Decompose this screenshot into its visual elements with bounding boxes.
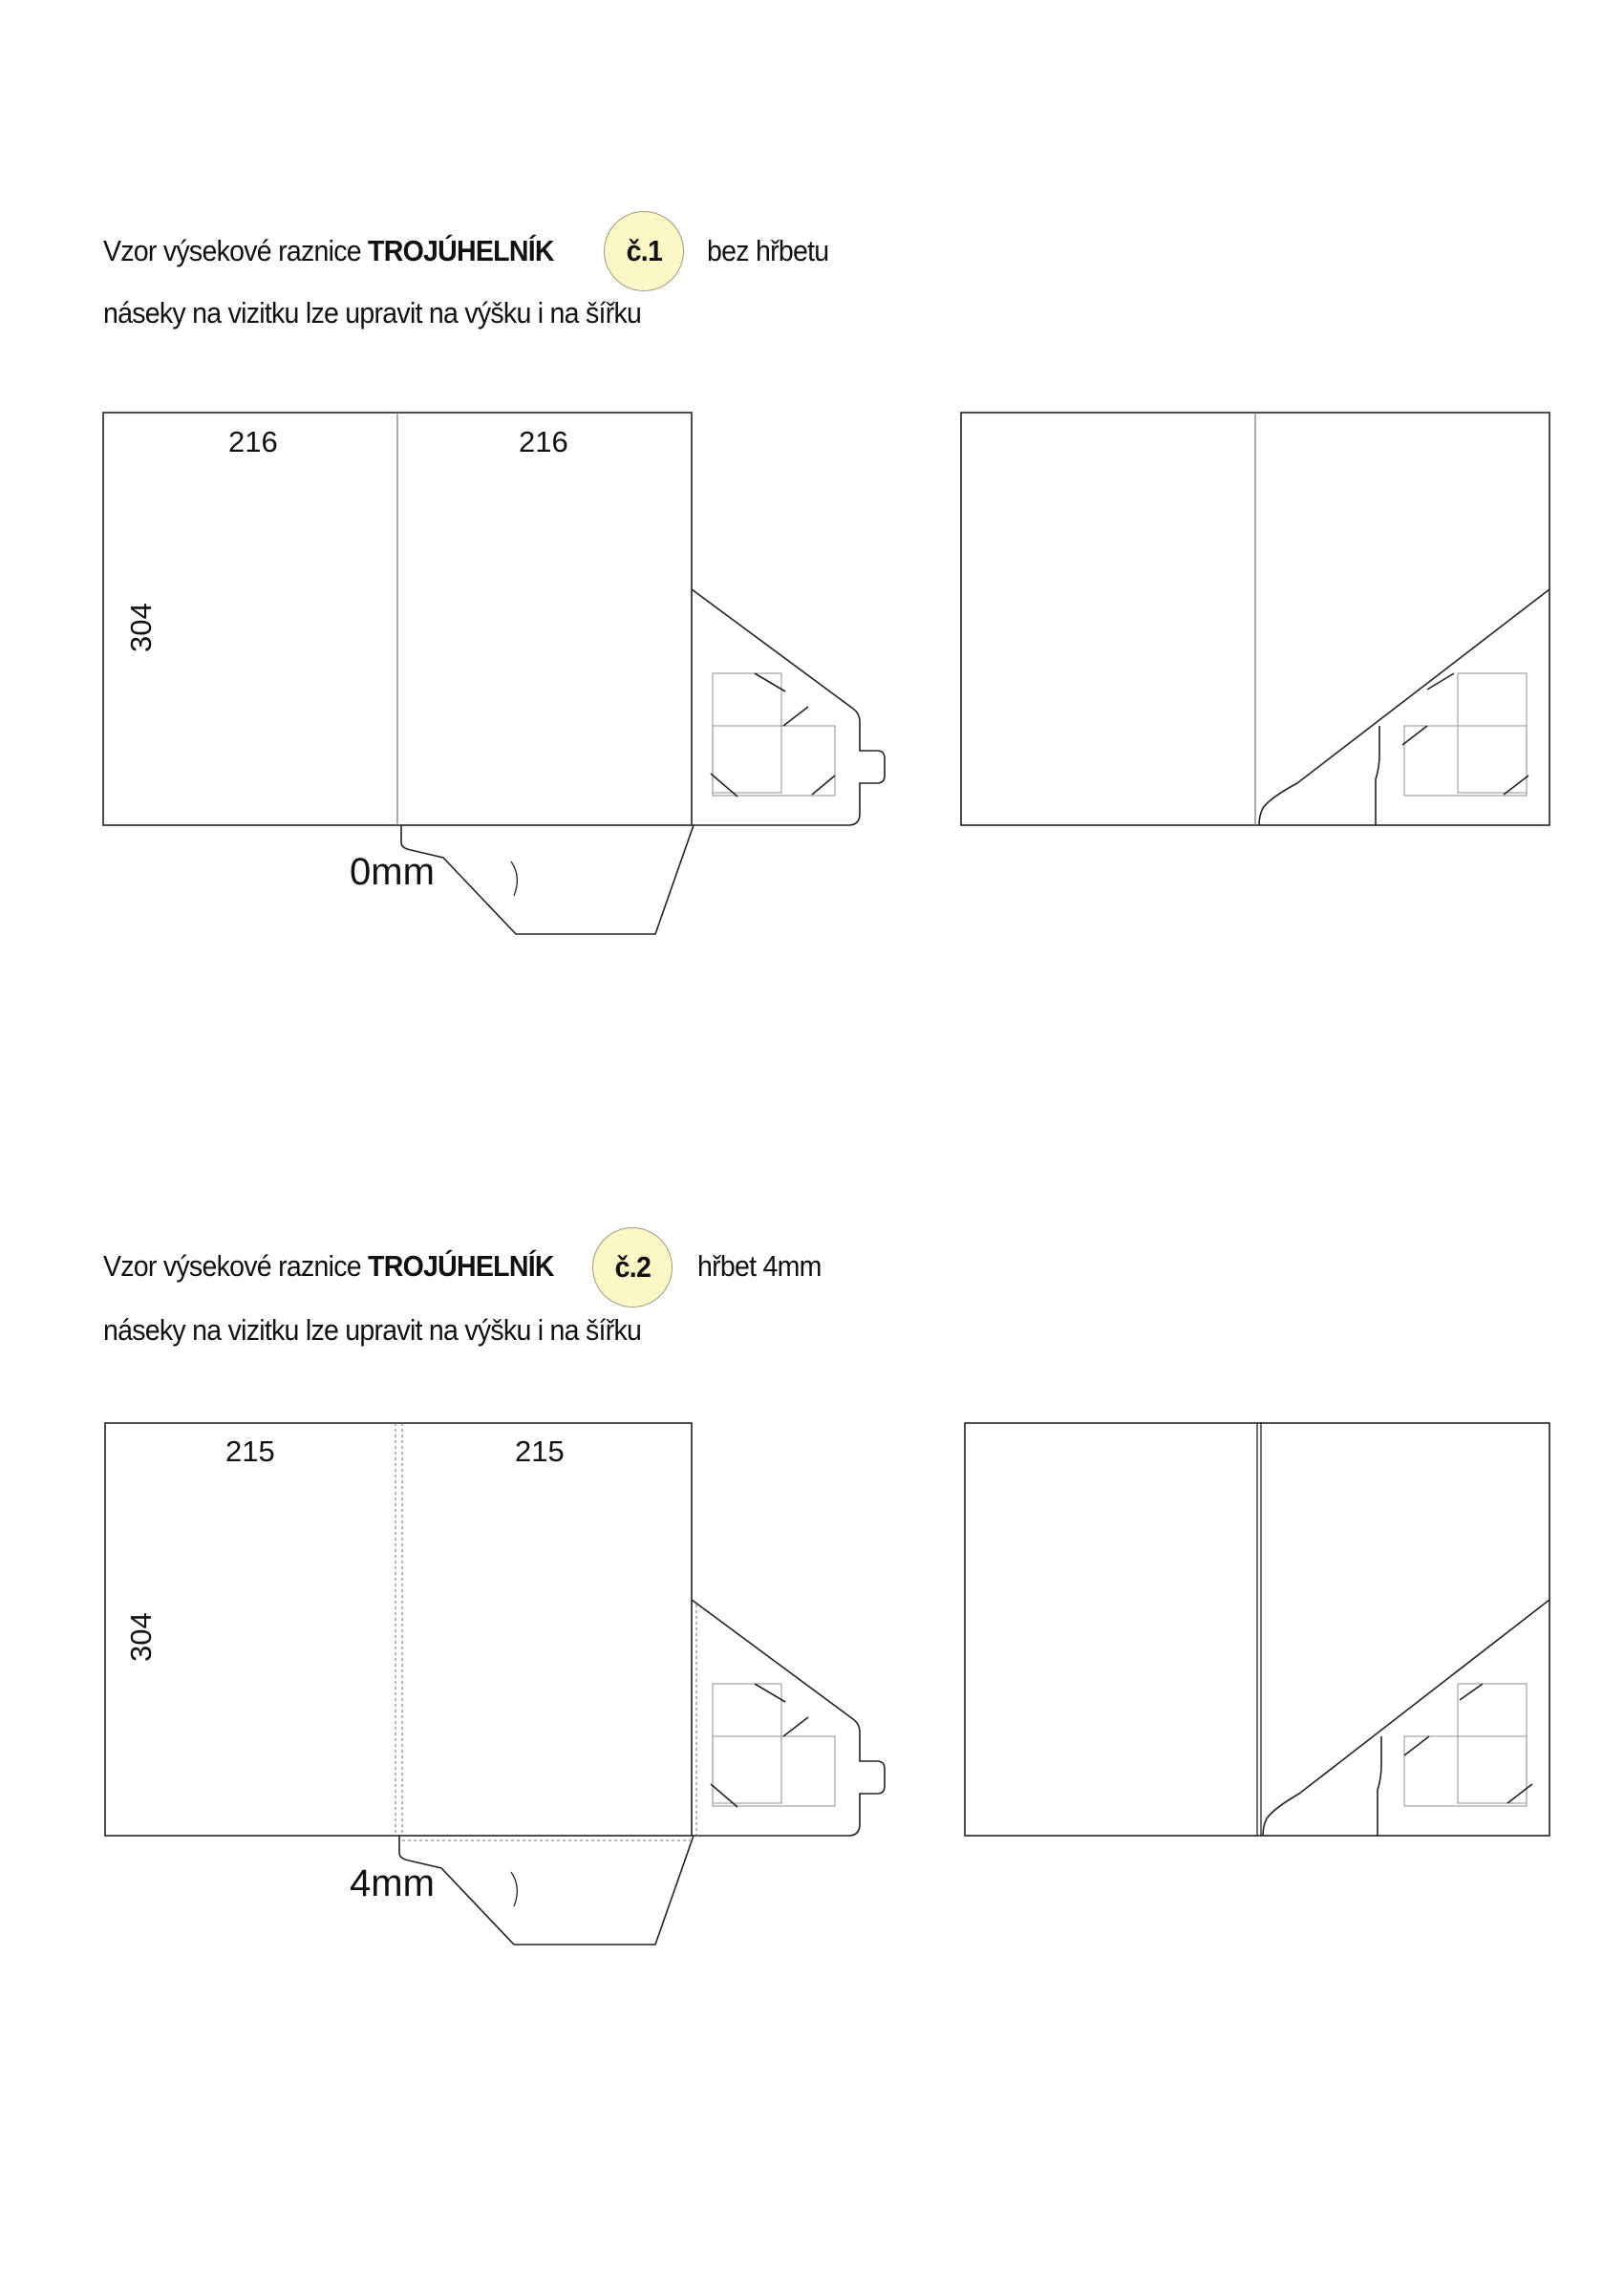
- section1-subtitle: náseky na vizitku lze upravit na výšku i na šířku: [103, 296, 642, 330]
- s2-height-label: 304: [124, 1612, 158, 1662]
- section1-title: Vzor výsekové raznice TROJÚHELNÍK: [103, 234, 554, 267]
- section1-outside-template: [103, 413, 885, 934]
- s1-spine-label: 0mm: [350, 851, 435, 893]
- section1-badge: č.1: [604, 211, 684, 291]
- s1-side-flap: [692, 589, 885, 825]
- section1-title-bold: TROJÚHELNÍK: [368, 234, 554, 267]
- s1-inside-pocket-divider: [1376, 726, 1379, 825]
- s1-card-cuts: [711, 673, 835, 797]
- s1-bottom-notch: [511, 861, 517, 896]
- section2-subtitle: náseky na vizitku lze upravit na výšku i na šířku: [103, 1313, 642, 1347]
- section1-suffix: bez hřbetu: [707, 234, 829, 267]
- section2-title-bold: TROJÚHELNÍK: [368, 1249, 554, 1283]
- s2-width-right-label: 215: [515, 1435, 565, 1468]
- s2-bottom-flap: [399, 1836, 694, 1945]
- section2-inside-template: [965, 1423, 1549, 1836]
- s2-spine-label: 4mm: [350, 1862, 435, 1904]
- s2-cover-outline: [105, 1423, 692, 1836]
- section2-badge: č.2: [592, 1227, 673, 1307]
- s2-side-flap: [692, 1600, 885, 1836]
- section2-outside-template: [105, 1423, 885, 1945]
- s1-card-slot: [713, 673, 835, 796]
- s1-bottom-flap: [401, 825, 694, 934]
- section2-title: Vzor výsekové raznice TROJÚHELNÍK: [103, 1249, 554, 1283]
- s1-width-right-label: 216: [519, 425, 568, 458]
- section2-suffix: hřbet 4mm: [697, 1249, 822, 1283]
- section1-inside-template: [961, 413, 1549, 825]
- s2-width-left-label: 215: [225, 1435, 275, 1468]
- s1-height-label: 304: [124, 603, 158, 652]
- s1-width-left-label: 216: [228, 425, 278, 458]
